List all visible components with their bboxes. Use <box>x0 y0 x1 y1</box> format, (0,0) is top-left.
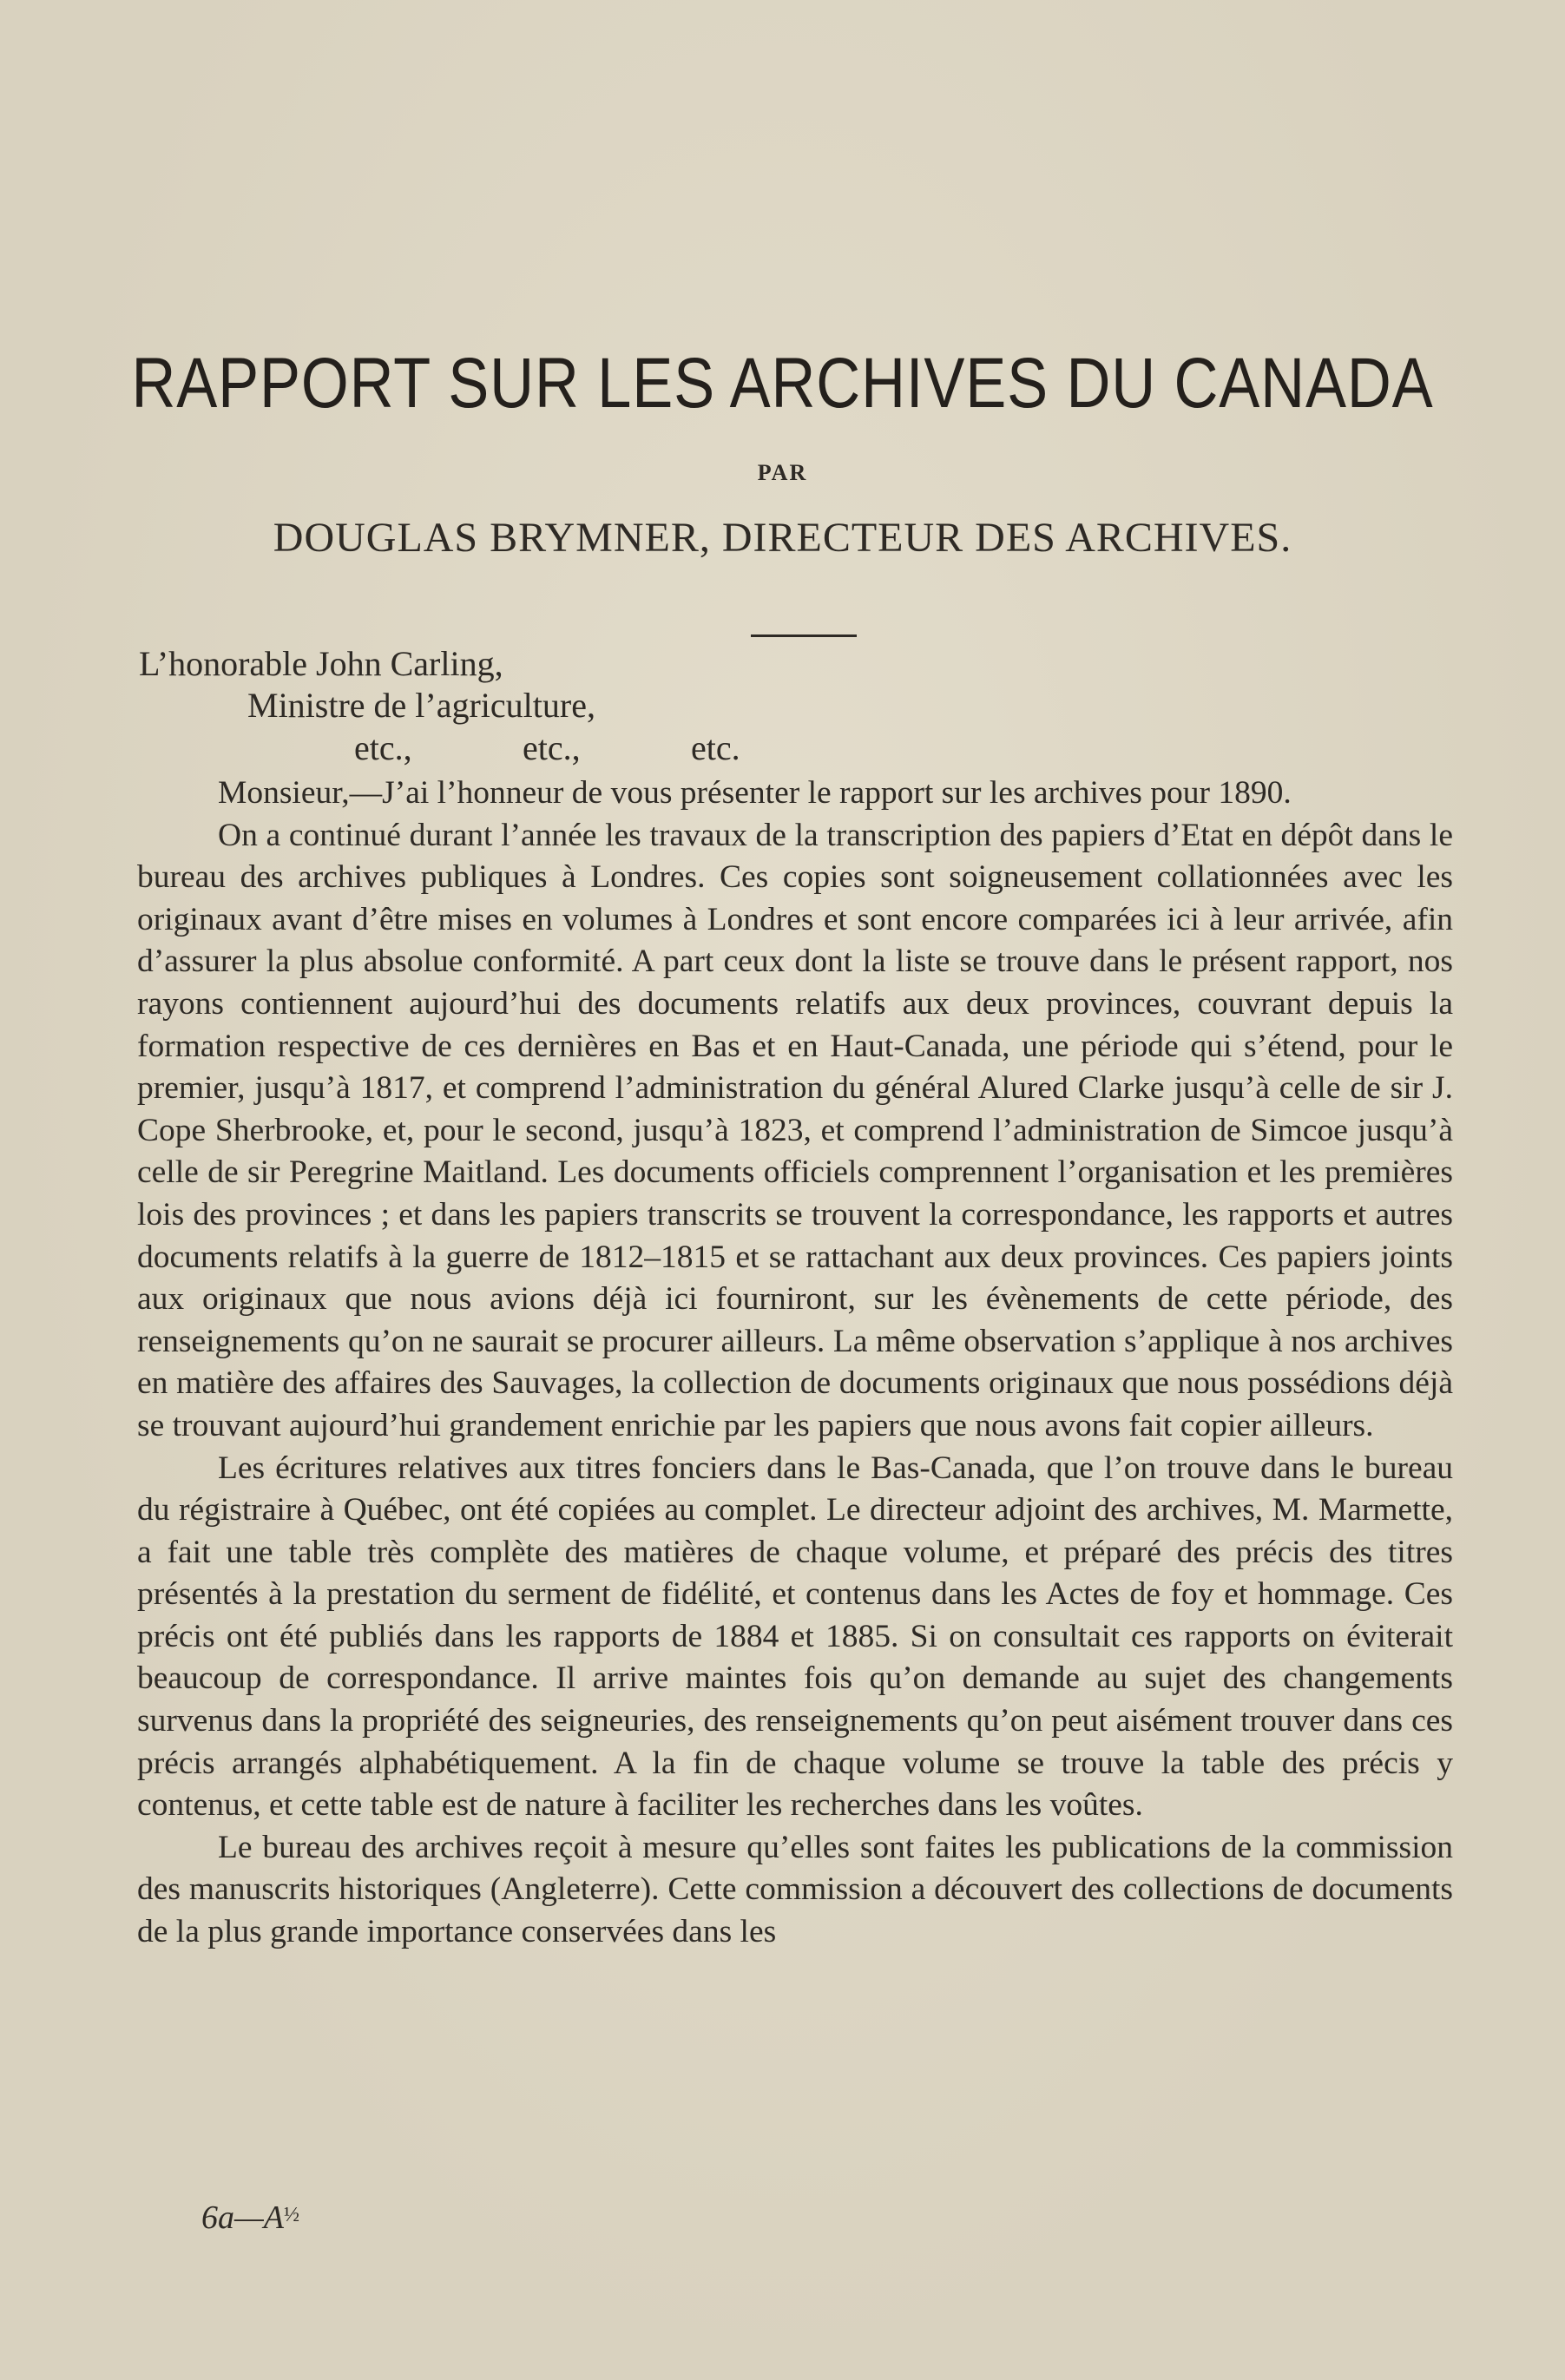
body-text <box>137 773 1453 1954</box>
by-line: PAR <box>757 460 808 485</box>
paragraph: On a continué durant l’année les travaux de la transcription des papiers d’Etat en dépôt dans le bureau des archives publiques à Londres. Ces copies sont soigneusement collationnées avec les originaux avant d’être mises en volumes à Londres et sont encore comparées ici à leur arrivée, afin d’assurer la plus absolue conformité. A part ceux dont la liste se trouve dans le présent rapport, nos rayons contiennent aujourd’hui des documents relatifs aux deux provinces, couvrant depuis la formation respective de ces dernières en Bas et en Haut-Canada, une période qui s’étend, pour le premier, jusqu’à 1817, et comprend l’administration du général Alured Clarke jusqu’à celle de sir J. Cope Sherbrooke, et, pour le second, jusqu’à 1823, et comprend l’administration de Simcoe jusqu’à celle de sir Peregrine Maitland. Les documents officiels comprennent l’organisation et les premières lois des provinces ; et dans les papiers transcrits se trouvent la correspondance, les rapports et autres documents relatifs à la guerre de 1812–1815 et se rattachant aux deux provinces. Ces papiers joints aux originaux que nous avions déjà ici fourniront, sur les évènements de cette période, des renseignements qu’on ne saurait se procurer ailleurs. La même observation s’applique à nos archives en matière des affaires des Sauvages, la collection de documents originaux que nous possédions déjà se trouvant aujourd’hui grandement enrichie par les papiers que nous avons fait copier ailleurs. <box>137 817 1453 1443</box>
divider <box>751 634 857 637</box>
page-title: RAPPORT SUR LES ARCHIVES DU CANADA <box>131 344 1434 423</box>
signature-mark <box>201 2199 299 2237</box>
signature-text: 6a—A <box>201 2199 284 2236</box>
paragraph: Les écritures relatives aux titres fonciers dans le Bas-Canada, que l’on trouve dans le bureau du régistraire à Québec, ont été copiées au complet. Le directeur adjoint des archives, M. Marmette, a fait une table très complète des matières de chaque volume, et préparé des précis des titres présentés à la prestation du serment de fidélité, et contenus dans les Actes de foy et hommage. Ces précis ont été publiés dans les rapports de 1884 et 1885. Si on consultait ces rapports on éviterait beaucoup de correspondance. Il arrive maintes fois qu’on demande au sujet des changements survenus dans la propriété des seigneuries, des renseignements qu’on peut aisément trouver dans ces précis arrangés alphabétiquement. A la fin de chaque volume se trouve la table des précis y contenus, et cette table est de nature à faciliter les recherches dans les voûtes. <box>137 1450 1453 1824</box>
addressee-title: Ministre de l’agriculture, <box>247 686 595 725</box>
etc-2: etc., <box>523 728 581 767</box>
paragraph: Le bureau des archives reçoit à mesure qu’elles sont faites les publications de la commission des manuscrits historiques (Angleterre). Cette commission a découvert des collections de documents de la plus grande importance conservées dans les <box>137 1829 1453 1950</box>
salutation-paragraph: Monsieur,—J’ai l’honneur de vous présenter le rapport sur les archives pour 1890. <box>218 775 1292 811</box>
author-line: DOUGLAS BRYMNER, DIRECTEUR DES ARCHIVES. <box>273 515 1292 561</box>
addressee-line: L’honorable John Carling, <box>139 644 503 683</box>
signature-fraction: ½ <box>284 2204 299 2226</box>
etc-3: etc. <box>691 728 740 767</box>
etc-1: etc., <box>354 728 412 767</box>
